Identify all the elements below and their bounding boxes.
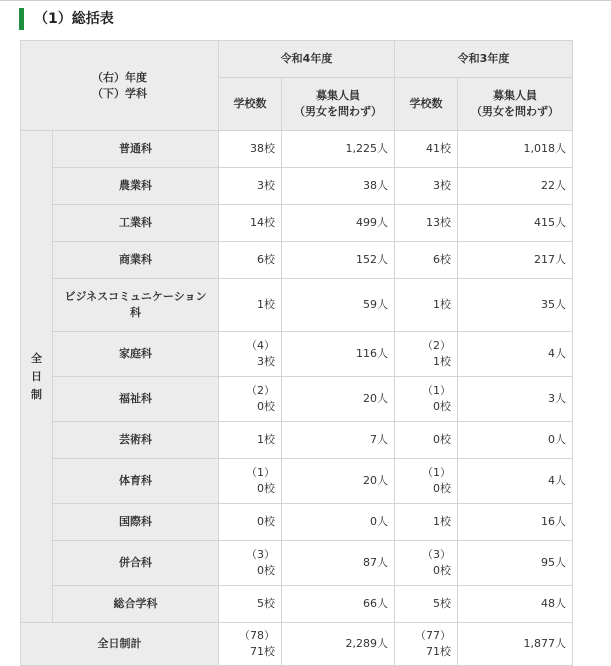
capacity-r4: 87人 (282, 541, 395, 586)
schools-count-r3 (395, 242, 458, 279)
capacity-r4: 20人 (282, 377, 395, 422)
total-schools-r4 (219, 623, 282, 666)
side-label-char: 全 (31, 351, 42, 365)
capacity-r3: 95人 (458, 541, 573, 586)
department-name (53, 541, 219, 586)
schools-count-r4 (219, 459, 282, 504)
capacity-r3: 16人 (458, 504, 573, 541)
corner-header-line1: （右）年度 (92, 70, 147, 84)
schools-count-r3 (395, 131, 458, 168)
schools-note-r4: （4） (246, 339, 275, 352)
department-name-line: 併合科 (119, 556, 152, 569)
capacity-r4: 0人 (282, 504, 395, 541)
schools-value-r4: 14校 (250, 216, 275, 229)
department-name (53, 168, 219, 205)
capacity-header-r3 (458, 78, 573, 131)
schools-note-r4: （3） (246, 548, 275, 561)
capacity-r3: 0人 (458, 422, 573, 459)
table-row (21, 242, 573, 279)
side-label-char: 制 (31, 387, 42, 401)
schools-note-r4: （1） (246, 466, 275, 479)
capacity-r3: 48人 (458, 586, 573, 623)
department-name-line: ビジネスコミュニケーション (64, 290, 207, 303)
schools-value-r4: 3校 (257, 355, 275, 368)
table-row (21, 168, 573, 205)
schools-value-r3: 0校 (433, 564, 451, 577)
total-capacity-r4: 2,289人 (282, 623, 395, 666)
capacity-header-r4-line1: 募集人員 (316, 89, 360, 102)
schools-value-r4: 6校 (257, 253, 275, 266)
section-heading: （1）総括表 (19, 8, 114, 30)
total-schools-r3-note: （77） (415, 629, 451, 642)
schools-value-r4: 5校 (257, 597, 275, 610)
capacity-r3: 3人 (458, 377, 573, 422)
table-row (21, 504, 573, 541)
schools-count-r4 (219, 541, 282, 586)
schools-value-r3: 41校 (426, 142, 451, 155)
total-capacity-r3: 1,877人 (458, 623, 573, 666)
schools-count-r3 (395, 205, 458, 242)
schools-count-r4 (219, 205, 282, 242)
schools-value-r4: 0校 (257, 515, 275, 528)
category-side-label (21, 131, 53, 623)
schools-value-r3: 5校 (433, 597, 451, 610)
schools-value-r3: 0校 (433, 482, 451, 495)
department-name-line: 商業科 (119, 253, 152, 266)
department-name-line: 体育科 (119, 474, 152, 487)
schools-count-r4 (219, 242, 282, 279)
schools-count-r3 (395, 279, 458, 332)
schools-note-r3: （3） (422, 548, 451, 561)
schools-header-r3: 学校数 (395, 78, 458, 131)
capacity-r4: 499人 (282, 205, 395, 242)
department-name (53, 332, 219, 377)
total-schools-r4-note: （78） (239, 629, 275, 642)
department-name (53, 242, 219, 279)
schools-note-r3: （1） (422, 384, 451, 397)
schools-header-r4: 学校数 (219, 78, 282, 131)
table-row (21, 279, 573, 332)
capacity-r4: 38人 (282, 168, 395, 205)
department-name (53, 459, 219, 504)
schools-count-r4 (219, 168, 282, 205)
schools-value-r3: 0校 (433, 433, 451, 446)
corner-header (21, 41, 219, 131)
schools-value-r3: 13校 (426, 216, 451, 229)
schools-count-r3 (395, 332, 458, 377)
capacity-r3: 1,018人 (458, 131, 573, 168)
corner-header-line2: （下）学科 (92, 86, 147, 100)
schools-note-r3: （2） (422, 339, 451, 352)
capacity-header-r3-line1: 募集人員 (493, 89, 537, 102)
capacity-r3: 415人 (458, 205, 573, 242)
capacity-r4: 152人 (282, 242, 395, 279)
department-name-line: 科 (130, 306, 141, 319)
schools-count-r3 (395, 541, 458, 586)
table-row (21, 332, 573, 377)
schools-count-r4 (219, 586, 282, 623)
capacity-r3: 4人 (458, 332, 573, 377)
department-name (53, 205, 219, 242)
department-name (53, 377, 219, 422)
department-name-line: 工業科 (119, 216, 152, 229)
schools-count-r3 (395, 459, 458, 504)
capacity-r3: 4人 (458, 459, 573, 504)
schools-count-r3 (395, 504, 458, 541)
schools-value-r3: 1校 (433, 298, 451, 311)
schools-value-r4: 0校 (257, 400, 275, 413)
schools-count-r4 (219, 279, 282, 332)
schools-count-r4 (219, 332, 282, 377)
year-header-r3: 令和3年度 (395, 41, 573, 78)
department-name-line: 農業科 (119, 179, 152, 192)
total-schools-r4-value: 71校 (250, 645, 275, 658)
table-row (21, 377, 573, 422)
department-name-line: 普通科 (119, 142, 152, 155)
table-row (21, 205, 573, 242)
side-label-char: 日 (31, 369, 42, 383)
capacity-header-r4 (282, 78, 395, 131)
department-name-line: 国際科 (119, 515, 152, 528)
schools-count-r3 (395, 377, 458, 422)
schools-value-r4: 38校 (250, 142, 275, 155)
total-schools-r3-value: 71校 (426, 645, 451, 658)
department-name (53, 422, 219, 459)
department-name (53, 504, 219, 541)
total-row (21, 623, 573, 666)
capacity-header-r3-line2: （男女を問わず） (471, 105, 559, 118)
department-name-line: 福祉科 (119, 392, 152, 405)
schools-value-r4: 0校 (257, 564, 275, 577)
table-body (21, 131, 573, 623)
table-row (21, 422, 573, 459)
capacity-r3: 217人 (458, 242, 573, 279)
department-name-line: 芸術科 (119, 433, 152, 446)
schools-count-r4 (219, 504, 282, 541)
capacity-r3: 35人 (458, 279, 573, 332)
capacity-r4: 1,225人 (282, 131, 395, 168)
department-name (53, 586, 219, 623)
capacity-header-r4-line2: （男女を問わず） (294, 105, 382, 118)
department-name (53, 131, 219, 168)
year-header-r4: 令和4年度 (219, 41, 395, 78)
schools-count-r4 (219, 377, 282, 422)
department-name (53, 279, 219, 332)
summary-table (20, 40, 573, 666)
schools-note-r3: （1） (422, 466, 451, 479)
table-row (21, 131, 573, 168)
table-row (21, 541, 573, 586)
capacity-r4: 59人 (282, 279, 395, 332)
schools-note-r4: （2） (246, 384, 275, 397)
schools-count-r4 (219, 131, 282, 168)
total-schools-r3 (395, 623, 458, 666)
schools-value-r4: 0校 (257, 482, 275, 495)
schools-count-r3 (395, 168, 458, 205)
capacity-r4: 7人 (282, 422, 395, 459)
table-row (21, 459, 573, 504)
schools-value-r3: 6校 (433, 253, 451, 266)
schools-count-r3 (395, 586, 458, 623)
department-name-line: 総合学科 (113, 597, 158, 610)
schools-count-r4 (219, 422, 282, 459)
schools-count-r3 (395, 422, 458, 459)
capacity-r4: 66人 (282, 586, 395, 623)
top-divider (0, 0, 611, 1)
schools-value-r4: 1校 (257, 433, 275, 446)
schools-value-r4: 3校 (257, 179, 275, 192)
capacity-r4: 20人 (282, 459, 395, 504)
table-row (21, 586, 573, 623)
schools-value-r3: 1校 (433, 355, 451, 368)
department-name-line: 家庭科 (119, 347, 152, 360)
schools-value-r3: 3校 (433, 179, 451, 192)
schools-value-r4: 1校 (257, 298, 275, 311)
total-label: 全日制計 (21, 623, 219, 666)
capacity-r3: 22人 (458, 168, 573, 205)
capacity-r4: 116人 (282, 332, 395, 377)
schools-value-r3: 0校 (433, 400, 451, 413)
schools-value-r3: 1校 (433, 515, 451, 528)
